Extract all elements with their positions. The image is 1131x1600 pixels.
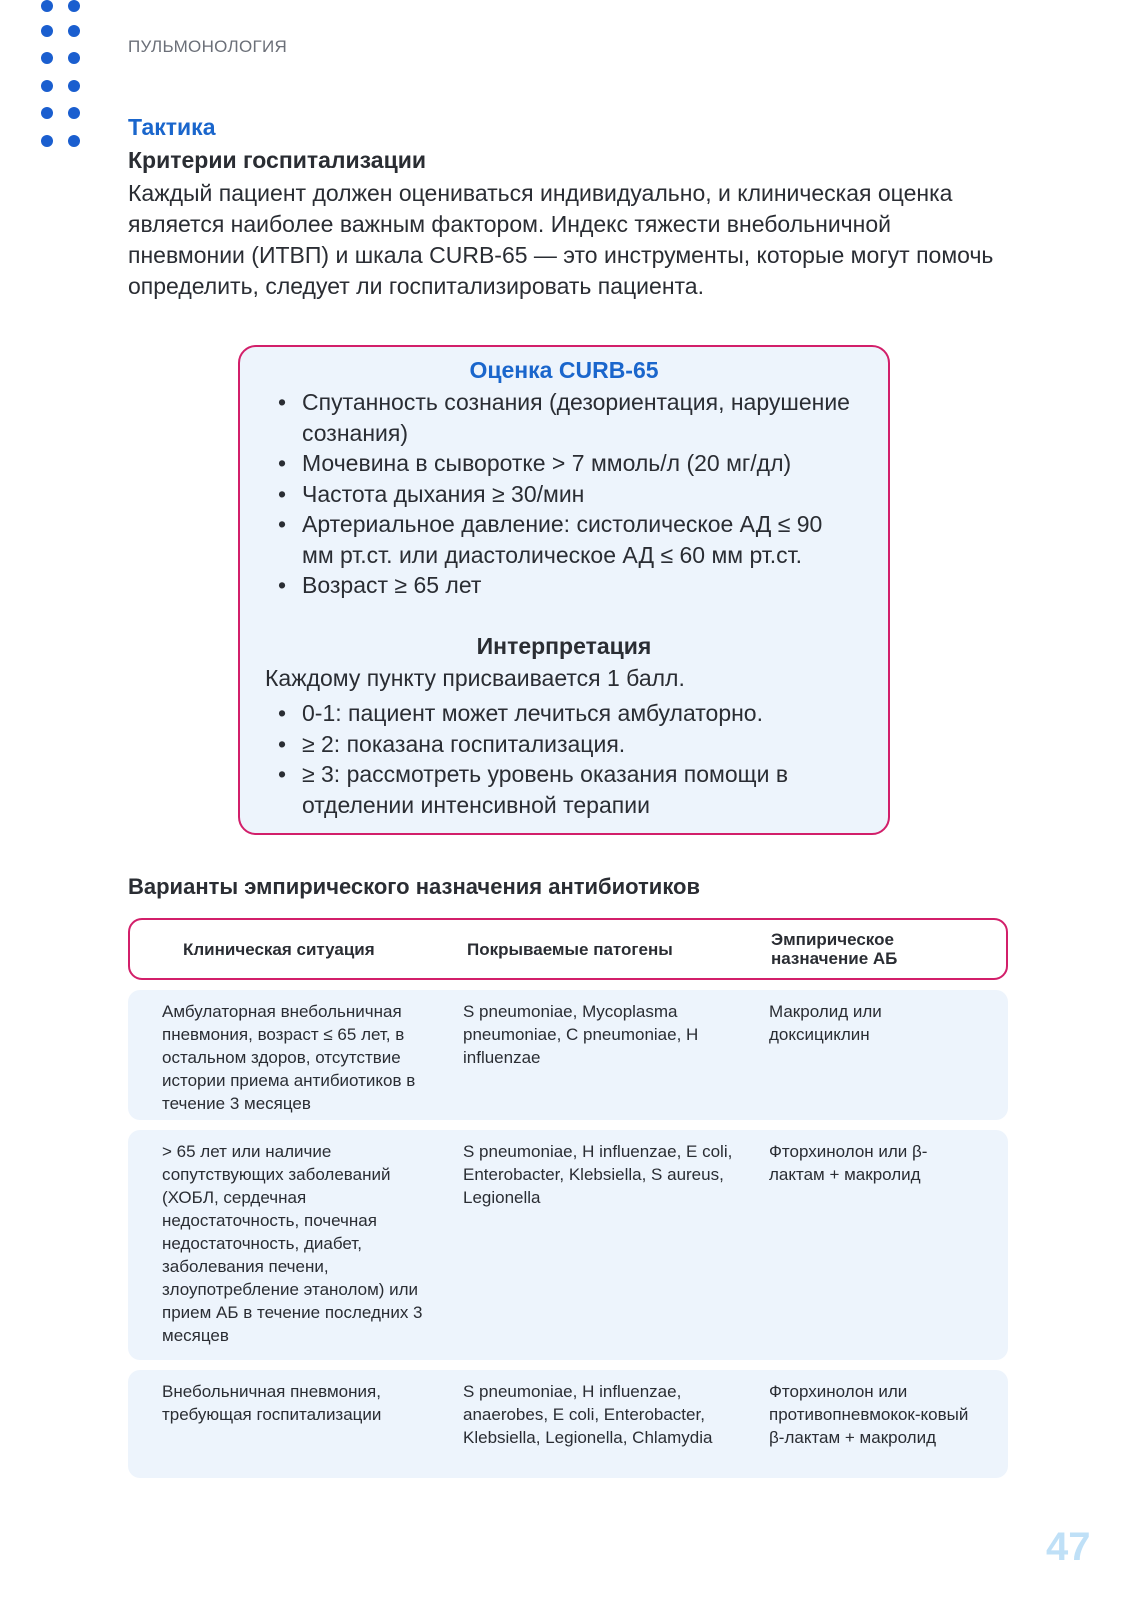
cell-situation: Амбулаторная внебольничная пневмония, возраст ≤ 65 лет, в остальном здоров, отсутствие истории приема антибиотиков в течение 3 месяцев xyxy=(162,1002,416,1113)
cell-pathogens: S pneumoniae, Mycoplasma pneumoniae, C pneumoniae, H influenzae xyxy=(463,1002,699,1067)
section-title: Тактика xyxy=(128,114,216,140)
curb65-criterion: • Частота дыхания ≥ 30/мин xyxy=(278,479,858,510)
table-row xyxy=(128,990,1008,1120)
interpretation-item: • ≥ 3: рассмотреть уровень оказания помощи в отделении интенсивной терапии xyxy=(278,759,858,820)
decor-dot xyxy=(41,25,53,37)
cell-situation: Внебольничная пневмония, требующая госпитализации xyxy=(162,1382,382,1424)
table-row xyxy=(128,1130,1008,1360)
decor-dot xyxy=(41,52,53,64)
interpretation-list xyxy=(278,698,858,820)
table-header xyxy=(128,918,1008,980)
curb65-box xyxy=(238,345,890,835)
decor-dot xyxy=(68,0,80,12)
interpretation-item: • ≥ 2: показана госпитализация. xyxy=(278,729,858,760)
interpretation-text: Каждому пункту присваивается 1 балл. xyxy=(265,665,685,691)
page-number: 47 xyxy=(1046,1525,1091,1569)
decor-dot xyxy=(41,107,53,119)
curb65-criteria-list xyxy=(278,387,858,601)
curb65-criterion: • Мочевина в сыворотке > 7 ммоль/л (20 мг/дл) xyxy=(278,448,858,479)
interpretation-title: Интерпретация xyxy=(476,633,652,659)
running-head: ПУЛЬМОНОЛОГИЯ xyxy=(128,37,288,56)
table-row xyxy=(128,1370,1008,1478)
curb65-criterion: • Возраст ≥ 65 лет xyxy=(278,570,858,601)
cell-antibiotics: Фторхинолон или β-лактам + макролид xyxy=(769,1142,928,1184)
interpretation-item: • 0-1: пациент может лечиться амбулаторно. xyxy=(278,698,858,729)
curb65-criterion: • Спутанность сознания (дезориентация, нарушение сознания) xyxy=(278,387,858,448)
cell-antibiotics: Фторхинолон или противопневмокок-ковый β-лактам + макролид xyxy=(769,1382,969,1447)
cell-pathogens: S pneumoniae, H influenzae, anaerobes, E coli, Enterobacter, Klebsiella, Legionella, Chlamydia xyxy=(463,1382,713,1447)
cell-situation: > 65 лет или наличие сопутствующих заболеваний (ХОБЛ, сердечная недостаточность, почечная недостаточность, диабет, заболевания печени, злоупотребление этанолом) или прием АБ в течение последних 3 месяцев xyxy=(162,1142,423,1345)
curb65-title: Оценка CURB-65 xyxy=(469,357,659,383)
decor-dot xyxy=(68,135,80,147)
table-title: Варианты эмпирического назначения антибиотиков xyxy=(128,874,701,899)
decor-dot xyxy=(41,135,53,147)
decor-dot xyxy=(41,80,53,92)
column-header-situation: Клиническая ситуация xyxy=(183,940,375,959)
decor-dot xyxy=(41,0,53,12)
cell-pathogens: S pneumoniae, H influenzae, E coli, Enterobacter, Klebsiella, S aureus, Legionella xyxy=(463,1142,733,1207)
decor-dot xyxy=(68,52,80,64)
intro-paragraph: Каждый пациент должен оцениваться индивидуально, и клиническая оценка является наиболее важным фактором. Индекс тяжести внебольничной пневмонии (ИТВП) и шкала CURB-65 — это инструменты, которые могут помочь определить, следует ли госпитализировать пациента. xyxy=(128,180,994,299)
column-header-antibiotics: Эмпирическое назначение АБ xyxy=(771,930,898,968)
decor-dot xyxy=(68,107,80,119)
curb65-criterion: • Артериальное давление: систолическое АД ≤ 90 мм рт.ст. или диастолическое АД ≤ 60 мм рт.ст. xyxy=(278,509,858,570)
section-subtitle: Критерии госпитализации xyxy=(128,147,426,173)
decor-dot xyxy=(68,80,80,92)
column-header-pathogens: Покрываемые патогены xyxy=(467,940,673,959)
cell-antibiotics: Макролид или доксициклин xyxy=(769,1002,882,1044)
decor-dot xyxy=(68,25,80,37)
